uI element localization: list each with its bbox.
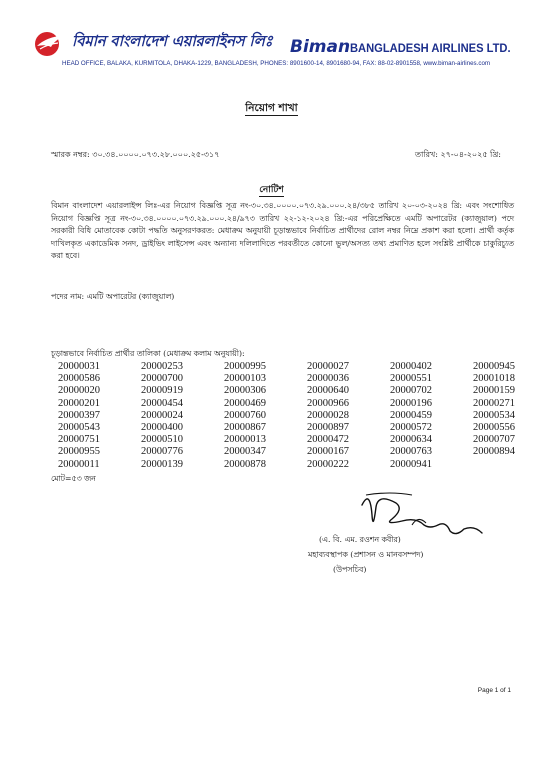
- signatory-name: (এ. বি. এম. রওশন কবীর): [319, 535, 401, 544]
- signatory-rank: (উপসচিব): [333, 565, 367, 574]
- roll-number: 20000036: [307, 373, 349, 385]
- roll-number: 20000543: [58, 421, 100, 433]
- roll-number: 20000011: [58, 458, 100, 470]
- roll-number: 20000397: [58, 409, 100, 421]
- roll-number: 20000867: [224, 421, 266, 433]
- brand-name-english: Biman: [290, 37, 351, 57]
- roll-number: 20000897: [307, 421, 349, 433]
- roll-number: 20000572: [390, 421, 432, 433]
- roll-number: 20000878: [224, 458, 266, 470]
- page-number: Page 1 of 1: [477, 687, 511, 694]
- brand-name-bangla: বিমান বাংলাদেশ এয়ারলাইনস লিঃ: [72, 32, 273, 50]
- notice-title-text: নোটিশ: [259, 185, 284, 195]
- roll-number: 20000551: [390, 373, 432, 385]
- roll-number: 20000760: [224, 409, 266, 421]
- roll-number: 20000196: [390, 397, 432, 409]
- roll-number: 20000966: [307, 397, 349, 409]
- roll-number: 20001018: [473, 373, 515, 385]
- roll-number: 20000707: [473, 434, 515, 446]
- roll-number: 20000556: [473, 421, 515, 433]
- roll-number: 20000586: [58, 373, 100, 385]
- memo-number: স্মারক নম্বর: ৩০.৩৪.০০০০.০৭৩.২৮.০০০.২৫-৩১৭: [51, 150, 220, 159]
- issue-date: তারিখ: ২৭-০৪-২০২৫ খ্রি:: [415, 150, 501, 159]
- brand-subtitle: BANGLADESH AIRLINES LTD.: [350, 41, 511, 55]
- roll-number: 20000222: [307, 458, 349, 470]
- notice-title: [0, 182, 543, 197]
- signatory-title: মহাব্যবস্থাপক (প্রশাসন ও মানবসম্পদ): [308, 550, 424, 559]
- roll-number: 20000995: [224, 361, 266, 372]
- total-count: মোট=৫৩ জন: [51, 474, 96, 483]
- roll-number: 20000894: [473, 446, 515, 458]
- roll-number: 20000472: [307, 434, 349, 446]
- roll-number: 20000763: [390, 446, 432, 458]
- roll-number: 20000510: [141, 434, 183, 446]
- roll-number: 20000469: [224, 397, 266, 409]
- roll-number-grid: [58, 361, 518, 471]
- roll-number: 20000028: [307, 409, 349, 421]
- roll-number: 20000700: [141, 373, 183, 385]
- roll-number: 20000159: [473, 385, 515, 397]
- roll-number: 20000271: [473, 397, 515, 409]
- roll-number: 20000776: [141, 446, 183, 458]
- roll-number: 20000306: [224, 385, 266, 397]
- roll-number: 20000702: [390, 385, 432, 397]
- roll-number: 20000955: [58, 446, 100, 458]
- roll-number: [473, 459, 538, 471]
- roll-number: 20000253: [141, 361, 183, 372]
- head-office-address: HEAD OFFICE, BALAKA, KURMITOLA, DHAKA-1229, BANGLADESH, PHONES: 8901600-14, 8901680-94, FAX: 88-02-8901558, www.biman-airlines.com: [62, 60, 491, 67]
- roll-number: 20000139: [141, 458, 183, 470]
- roll-number: 20000640: [307, 385, 349, 397]
- roll-number: 20000013: [224, 434, 266, 446]
- roll-number: 20000634: [390, 434, 432, 446]
- roll-number: 20000454: [141, 397, 183, 409]
- roll-number: 20000103: [224, 373, 266, 385]
- letterhead: [34, 28, 514, 73]
- roll-number: 20000459: [390, 409, 432, 421]
- roll-number: 20000400: [141, 421, 183, 433]
- roll-number: 20000031: [58, 361, 100, 372]
- section-title-text: নিয়োগ শাখা: [245, 102, 298, 114]
- roll-number: 20000027: [307, 361, 349, 372]
- roll-number: 20000534: [473, 409, 515, 421]
- roll-number: 20000020: [58, 385, 100, 397]
- section-title: [0, 101, 543, 118]
- roll-number: 20000945: [473, 361, 515, 372]
- roll-number: 20000919: [141, 385, 183, 397]
- roll-number: 20000751: [58, 434, 100, 446]
- roll-number: 20000201: [58, 397, 100, 409]
- selected-list-title: চূড়ান্তভাবে নির্বাচিত প্রার্থীর তালিকা (মেধাক্রম কলাম অনুযায়ী):: [51, 349, 245, 358]
- roll-number: 20000024: [141, 409, 183, 421]
- roll-number: 20000347: [224, 446, 266, 458]
- post-name: পদের নাম: এমটি অপারেটর (ক্যাজুয়াল): [51, 292, 175, 301]
- roll-number: 20000167: [307, 446, 349, 458]
- roll-number: 20000402: [390, 361, 432, 372]
- notice-body: বিমান বাংলাদেশ এয়ারলাইন্স লিঃ-এর নিয়োগ বিজ্ঞপ্তি সূত্র নং-৩০.৩৪.০০০০.০৭৩.২৯.০০০.২৪/৩৮৫ তারিখ ২০-০৩-২০২৪ খ্রি: এবং সংশোধিত নিয়োগ বিজ্ঞপ্তি সূত্র নং-৩০.৩৪.০০০০.০৭৩.২৯.০০০.২৪/৯৭৩ তারিখ ২২-১২-২০২৪ খ্রি:-এর পরিপ্রেক্ষিতে এমটি অপারেটর (ক্যাজুয়াল) পদে সরকারী বিধি মোতাবেক কোটা পদ্ধতি অনুসরণকরত: মেধাক্রম অনুযায়ী চূড়ান্তভাবে নির্বাচিত প্রার্থীদের রোল নম্বর নিম্নে প্রকাশ করা হলো। প্রার্থী কর্তৃক দাখিলকৃত একাডেমিক সনদ, ড্রাইভিং লাইসেন্স এবং অন্যান্য দলিলাদিতে পরবর্তীতে কোনো ভুল/অসত্য তথ্য প্রমাণিত হলে সংশ্লিষ্ট প্রার্থীকে চাকুরিচ্যুত করা হবে।: [51, 201, 514, 260]
- biman-logo-icon: [34, 31, 68, 57]
- roll-number: 20000941: [390, 458, 432, 470]
